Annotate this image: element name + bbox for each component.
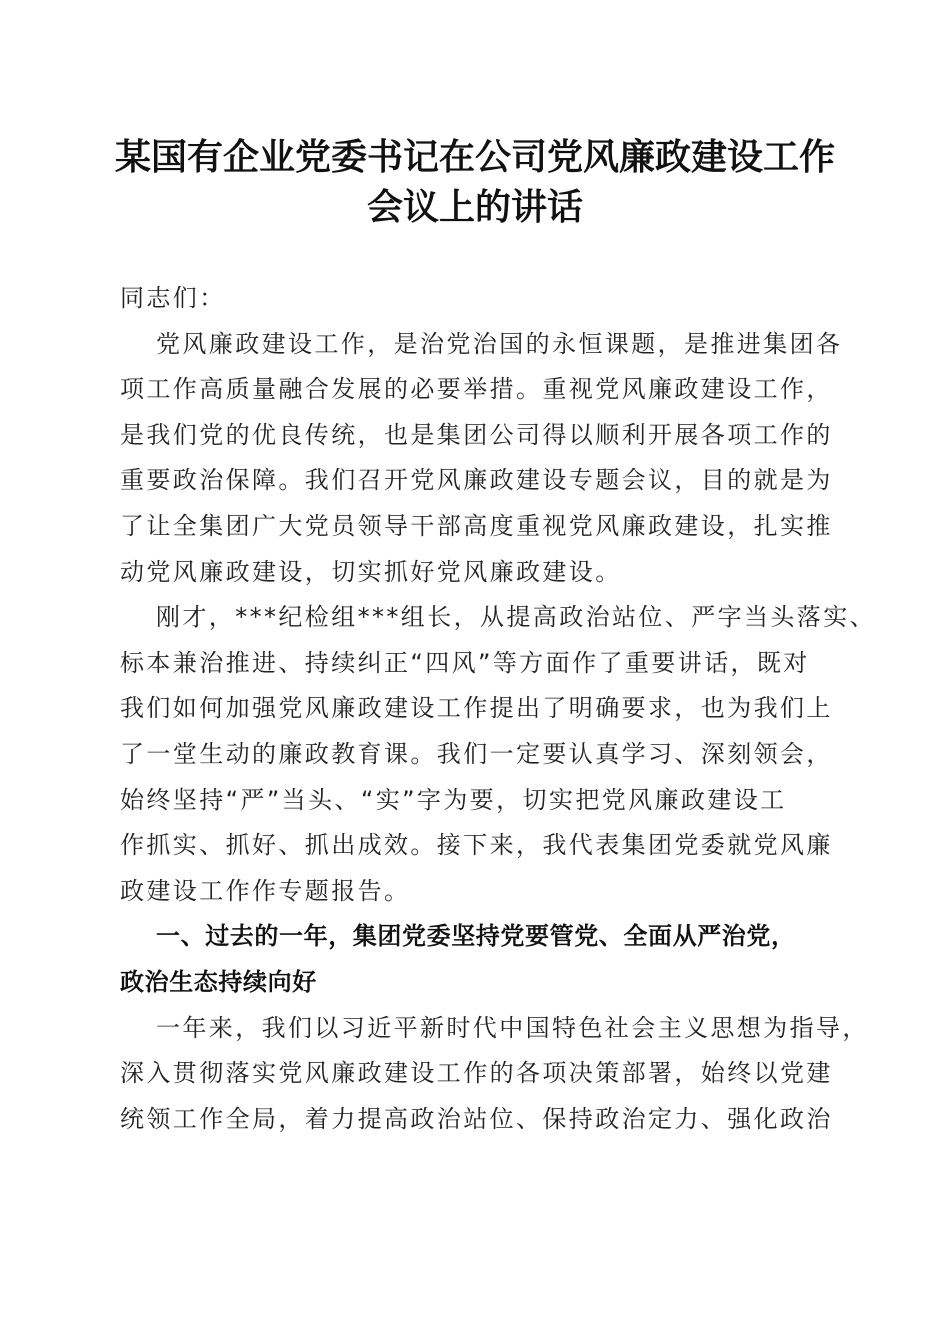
paragraph-line: 作抓实、抓好、抓出成效。接下来，我代表集团党委就党风廉 xyxy=(120,831,833,860)
salutation: 同志们： xyxy=(120,284,226,312)
paragraph-line: 标本兼治推进、持续纠正“四风”等方面作了重要讲话，既对 xyxy=(120,648,810,677)
paragraph-line: 是我们党的优良传统，也是集团公司得以顺利开展各项工作的 xyxy=(120,420,833,449)
paragraph-line: 一年来，我们以习近平新时代中国特色社会主义思想为指导， xyxy=(156,1013,869,1042)
paragraph-line: 党风廉政建设工作，是治党治国的永恒课题，是推进集团各 xyxy=(156,329,843,358)
section-heading-1 xyxy=(120,914,840,1005)
paragraph-line: 深入贯彻落实党风廉政建设工作的各项决策部署，始终以党建 xyxy=(120,1059,833,1088)
heading-line: 政治生态持续向好 xyxy=(120,967,317,996)
title-line-2: 会议上的讲话 xyxy=(366,186,583,228)
heading-line: 一、过去的一年，集团党委坚持党要管党、全面从严治党， xyxy=(156,922,796,951)
paragraph-line: 了一堂生动的廉政教育课。我们一定要认真学习、深刻领会， xyxy=(120,739,833,768)
paragraph-line: 政建设工作作专题报告。 xyxy=(120,876,411,905)
document-title xyxy=(100,132,850,232)
paragraph-2 xyxy=(120,595,876,914)
paragraph-3 xyxy=(120,1006,869,1143)
paragraph-line: 重要政治保障。我们召开党风廉政建设专题会议，目的就是为 xyxy=(120,466,833,495)
paragraph-line: 我们如何加强党风廉政建设工作提出了明确要求，也为我们上 xyxy=(120,694,833,723)
paragraph-line: 项工作高质量融合发展的必要举措。重视党风廉政建设工作， xyxy=(120,375,833,404)
paragraph-line: 了让全集团广大党员领导干部高度重视党风廉政建设，扎实推 xyxy=(120,511,833,540)
paragraph-line: 动党风廉政建设，切实抓好党风廉政建设。 xyxy=(120,557,622,586)
title-line-1: 某国有企业党委书记在公司党风廉政建设工作 xyxy=(114,136,835,178)
paragraph-line: 统领工作全局，着力提高政治站位、保持政治定力、强化政治 xyxy=(120,1104,833,1133)
paragraph-line: 始终坚持“严”当头、“实”字为要，切实把党风廉政建设工 xyxy=(120,785,787,814)
paragraph-1 xyxy=(120,322,843,596)
document-body xyxy=(120,276,876,1142)
paragraph-line: 刚才，***纪检组***组长，从提高政治站位、严字当头落实、 xyxy=(156,603,876,632)
